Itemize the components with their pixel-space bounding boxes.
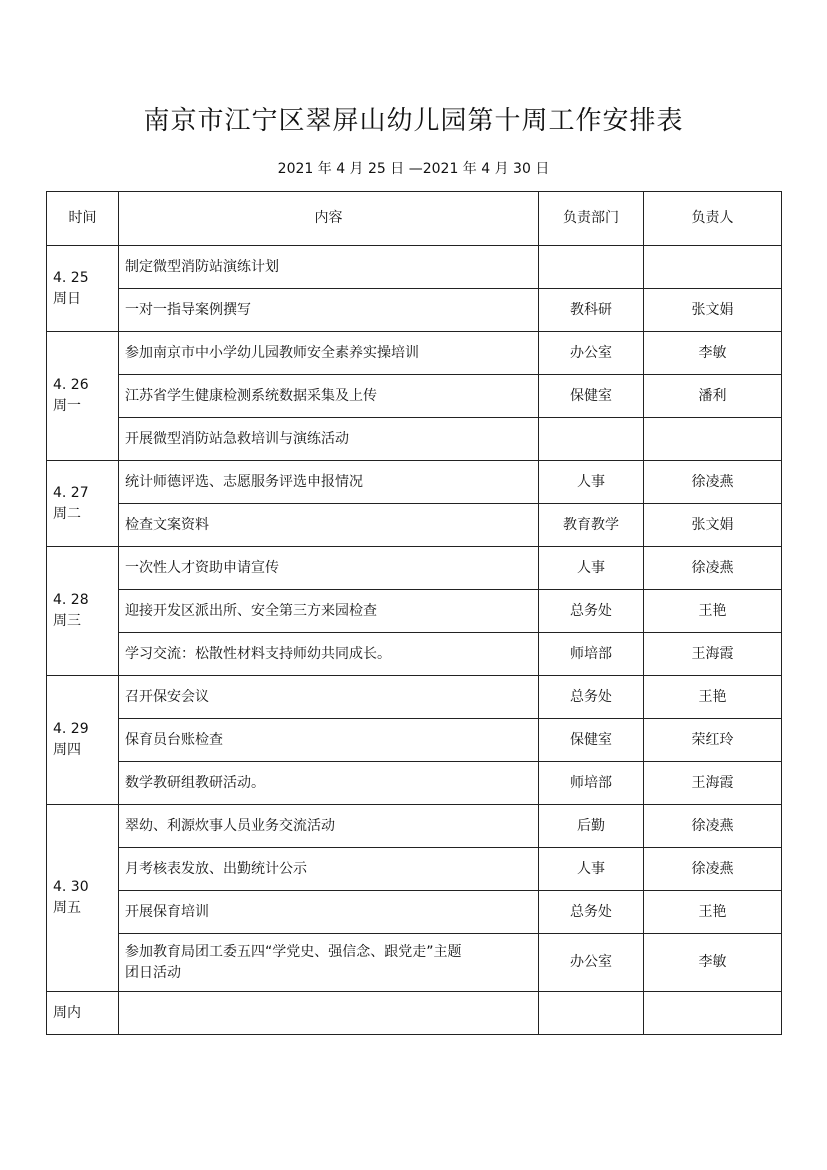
day-weekday: 周日 — [53, 290, 81, 307]
dept-cell — [539, 246, 644, 289]
table-row — [47, 805, 782, 848]
content-cell: 翠幼、利源炊事人员业务交流活动 — [119, 805, 539, 848]
dept-cell: 教科研 — [539, 289, 644, 332]
content-cell: 召开保安会议 — [119, 676, 539, 719]
content-cell: 迎接开发区派出所、安全第三方来园检查 — [119, 590, 539, 633]
content-cell: 学习交流：松散性材料支持师幼共同成长。 — [119, 633, 539, 676]
page-title: 南京市江宁区翠屏山幼儿园第十周工作安排表 — [143, 106, 684, 136]
content-cell: 月考核表发放、出勤统计公示 — [119, 848, 539, 891]
person-cell: 王艳 — [644, 676, 782, 719]
content-cell: 制定微型消防站演练计划 — [119, 246, 539, 289]
dept-cell — [539, 992, 644, 1035]
day-date: 4. 27 — [53, 484, 89, 501]
header-content: 内容 — [119, 192, 539, 246]
content-cell: 开展保育培训 — [119, 891, 539, 934]
dept-cell: 人事 — [539, 848, 644, 891]
table-row-weekly — [47, 992, 782, 1035]
dept-cell: 总务处 — [539, 590, 644, 633]
day-weekday: 周四 — [53, 742, 81, 758]
table-row — [47, 461, 782, 504]
weekly-label: 周内 — [47, 992, 119, 1035]
content-cell: 参加南京市中小学幼儿园教师安全素养实操培训 — [119, 332, 539, 375]
day-cell — [47, 676, 119, 805]
content-cell: 一次性人才资助申请宣传 — [119, 547, 539, 590]
day-weekday: 周三 — [53, 613, 81, 629]
table-row — [47, 332, 782, 375]
table-header-row — [47, 192, 782, 246]
day-cell — [47, 246, 119, 332]
date-range: 2021 年 4 月 25 日 —2021 年 4 月 30 日 — [277, 161, 550, 177]
table-row — [47, 418, 782, 461]
dept-cell: 保健室 — [539, 719, 644, 762]
day-weekday: 周一 — [53, 398, 81, 414]
header-person: 负责人 — [644, 192, 782, 246]
dept-cell: 办公室 — [539, 332, 644, 375]
day-weekday: 周二 — [53, 505, 81, 522]
content-line: 参加教育局团工委五四“学党史、强信念、跟党走”主题 — [125, 943, 462, 960]
table-row — [47, 590, 782, 633]
day-cell — [47, 332, 119, 461]
dept-cell: 师培部 — [539, 633, 644, 676]
dept-cell: 总务处 — [539, 891, 644, 934]
person-cell — [644, 246, 782, 289]
dept-cell — [539, 418, 644, 461]
table-row — [47, 934, 782, 992]
content-cell: 一对一指导案例撰写 — [119, 289, 539, 332]
dept-cell: 办公室 — [539, 934, 644, 992]
dept-cell: 教育教学 — [539, 504, 644, 547]
person-cell: 王艳 — [644, 891, 782, 934]
content-cell — [119, 934, 539, 992]
table-row — [47, 289, 782, 332]
person-cell: 潘利 — [644, 375, 782, 418]
content-cell: 检查文案资料 — [119, 504, 539, 547]
day-date: 4. 30 — [53, 879, 89, 895]
header-time: 时间 — [47, 192, 119, 246]
table-row — [47, 719, 782, 762]
dept-cell: 师培部 — [539, 762, 644, 805]
dept-cell: 人事 — [539, 461, 644, 504]
table-row — [47, 891, 782, 934]
table-row — [47, 848, 782, 891]
table-row — [47, 762, 782, 805]
day-date: 4. 28 — [53, 592, 89, 608]
content-cell: 保育员台账检查 — [119, 719, 539, 762]
table-row — [47, 246, 782, 289]
person-cell: 徐凌燕 — [644, 461, 782, 504]
dept-cell: 总务处 — [539, 676, 644, 719]
person-cell: 荣红玲 — [644, 719, 782, 762]
table-row — [47, 676, 782, 719]
person-cell: 王艳 — [644, 590, 782, 633]
schedule-table — [46, 191, 782, 1035]
person-cell: 王海霞 — [644, 762, 782, 805]
day-cell — [47, 805, 119, 992]
content-cell — [119, 992, 539, 1035]
person-cell — [644, 992, 782, 1035]
person-cell: 徐凌燕 — [644, 848, 782, 891]
content-cell: 江苏省学生健康检测系统数据采集及上传 — [119, 375, 539, 418]
content-cell: 数学教研组教研活动。 — [119, 762, 539, 805]
person-cell: 李敏 — [644, 934, 782, 992]
content-cell: 统计师德评选、志愿服务评选申报情况 — [119, 461, 539, 504]
table-row — [47, 547, 782, 590]
person-cell: 王海霞 — [644, 633, 782, 676]
table-row — [47, 375, 782, 418]
day-date: 4. 29 — [53, 721, 89, 737]
dept-cell: 保健室 — [539, 375, 644, 418]
day-date: 4. 26 — [53, 377, 89, 393]
person-cell: 徐凌燕 — [644, 805, 782, 848]
content-cell: 开展微型消防站急救培训与演练活动 — [119, 418, 539, 461]
person-cell: 李敏 — [644, 332, 782, 375]
day-cell — [47, 461, 119, 547]
content-line: 团日活动 — [125, 964, 181, 981]
day-weekday: 周五 — [53, 900, 81, 916]
person-cell — [644, 418, 782, 461]
person-cell: 张文娟 — [644, 289, 782, 332]
day-date: 4. 25 — [53, 269, 89, 286]
day-cell — [47, 547, 119, 676]
person-cell: 徐凌燕 — [644, 547, 782, 590]
dept-cell: 后勤 — [539, 805, 644, 848]
table-row — [47, 504, 782, 547]
person-cell: 张文娟 — [644, 504, 782, 547]
header-dept: 负责部门 — [539, 192, 644, 246]
dept-cell: 人事 — [539, 547, 644, 590]
table-row — [47, 633, 782, 676]
